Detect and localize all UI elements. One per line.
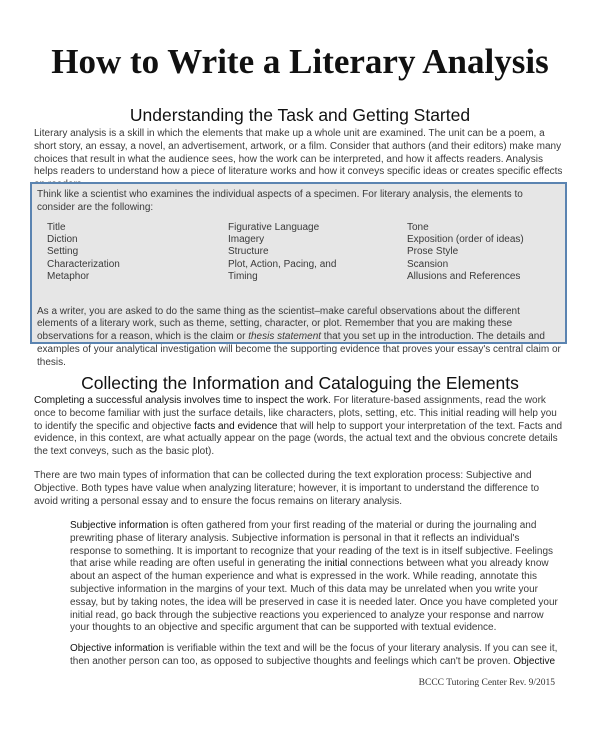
objective-paragraph: Objective information is verifiable within the text and will be the focus of your literary analysis. If you can see it, then another person can too, as opposed to subjective thoughts and feelings which can't be proven. Objective	[70, 643, 558, 667]
element-item: Plot, Action, Pacing, and	[228, 258, 337, 270]
elements-list	[37, 222, 561, 306]
page-footer: BCCC Tutoring Center Rev. 9/2015	[418, 678, 555, 688]
element-item: Structure	[228, 246, 269, 258]
intro-paragraph: Literary analysis is a skill in which the elements that make up a whole unit are examined. The unit can be a poem, a short story, an essay, a novel, an advertisement, artwork, or a film. Consider that authors (and their editors) make many choices that result in what the audience sees, how the work can be interpreted, and how it affects readers. Analysis helps readers to understand how a piece of literature works and how it conveys specific ideas or creates specific effects	[34, 128, 563, 178]
thesis-statement-term: thesis statement	[248, 331, 322, 343]
element-item: Title	[47, 221, 66, 233]
element-item: Characterization	[47, 258, 120, 270]
element-item: Figurative Language	[228, 221, 320, 233]
subjective-label: Subjective information	[70, 520, 169, 531]
element-item: Diction	[47, 234, 78, 245]
element-item: Allusions and References	[407, 271, 521, 283]
element-item: Exposition (order of ideas)	[407, 234, 524, 245]
collecting-paragraph-1: Completing a successful analysis involves time to inspect the work. For literature-based assignments, read the work once to become familiar with just the surface details, like characters, plots, setting, etc. This initial reading will help you to identify the specific and objective facts and evidence that will help to support your interpretation of the text. Facts and evidence, in this context, are what actually appear on the page (words, the actual text and the obvious concrete details the text conveys, such as the basic plot).	[34, 395, 563, 458]
objective-label: Objective information	[70, 643, 164, 654]
element-item: Timing	[228, 271, 258, 283]
element-item: Tone	[407, 221, 429, 233]
elements-column-2	[228, 222, 336, 284]
subjective-paragraph: Subjective information is often gathered from your first reading of the material or during the journaling and prewriting phase of literary analysis. Subjective information is personal in that it reflects an individual's response to something. It is important to recognize that your reading of the text is in itself subjective. Feelings that arise while reading are often useful in generating the initial connections between what you already know about an aspect of the human experience and what is expressed in the work. While reading, annotate this subjective information in the margins of your text. Much of this data may be unrelated when you write your essay, but by taking notes, the idea will be preserved in case it is needed later. Once you have completed your initial read, go back through the subjective reactions you experienced to analyze your response and narrow your thoughts to an objective and specific argument that can be supported with textual evidence.	[70, 520, 558, 634]
section-heading-understanding: Understanding the Task and Getting Started	[129, 105, 471, 125]
document-title: How to Write a Literary Analysis	[51, 42, 549, 81]
elements-column-1	[47, 222, 120, 284]
elements-callout-box	[30, 182, 567, 368]
element-item: Setting	[47, 246, 79, 258]
elements-column-3	[407, 222, 524, 284]
callout-intro: Think like a scientist who examines the individual aspects of a specimen. For literary analysis, the elements to consider are the following:	[37, 189, 523, 213]
collecting-paragraph-2: There are two main types of information that can be collected during the text exploration process: Subjective and Objective. Both types have value when analyzing literature; however, it is important to understand the difference to avoid writing a personal essay and to ensure the focus remains on literary analysis.	[34, 470, 540, 507]
section-heading-collecting: Collecting the Information and Cataloguing the Elements	[81, 373, 519, 393]
element-item: Imagery	[228, 234, 265, 245]
element-item: Metaphor	[47, 271, 90, 283]
callout-closing: As a writer, you are asked to do the same thing as the scientist–make careful observations about the different elements of a literary work, such as theme, setting, character, or plot. Remember that you are making these observations for a reason, which is the claim or thesis statement that you set up in the introduction. The details and examples of your analytical investigation will become the supporting evidence that proves your essay's central claim or thesis.	[37, 305, 561, 368]
element-item: Scansion	[407, 258, 449, 270]
element-item: Prose Style	[407, 246, 459, 258]
